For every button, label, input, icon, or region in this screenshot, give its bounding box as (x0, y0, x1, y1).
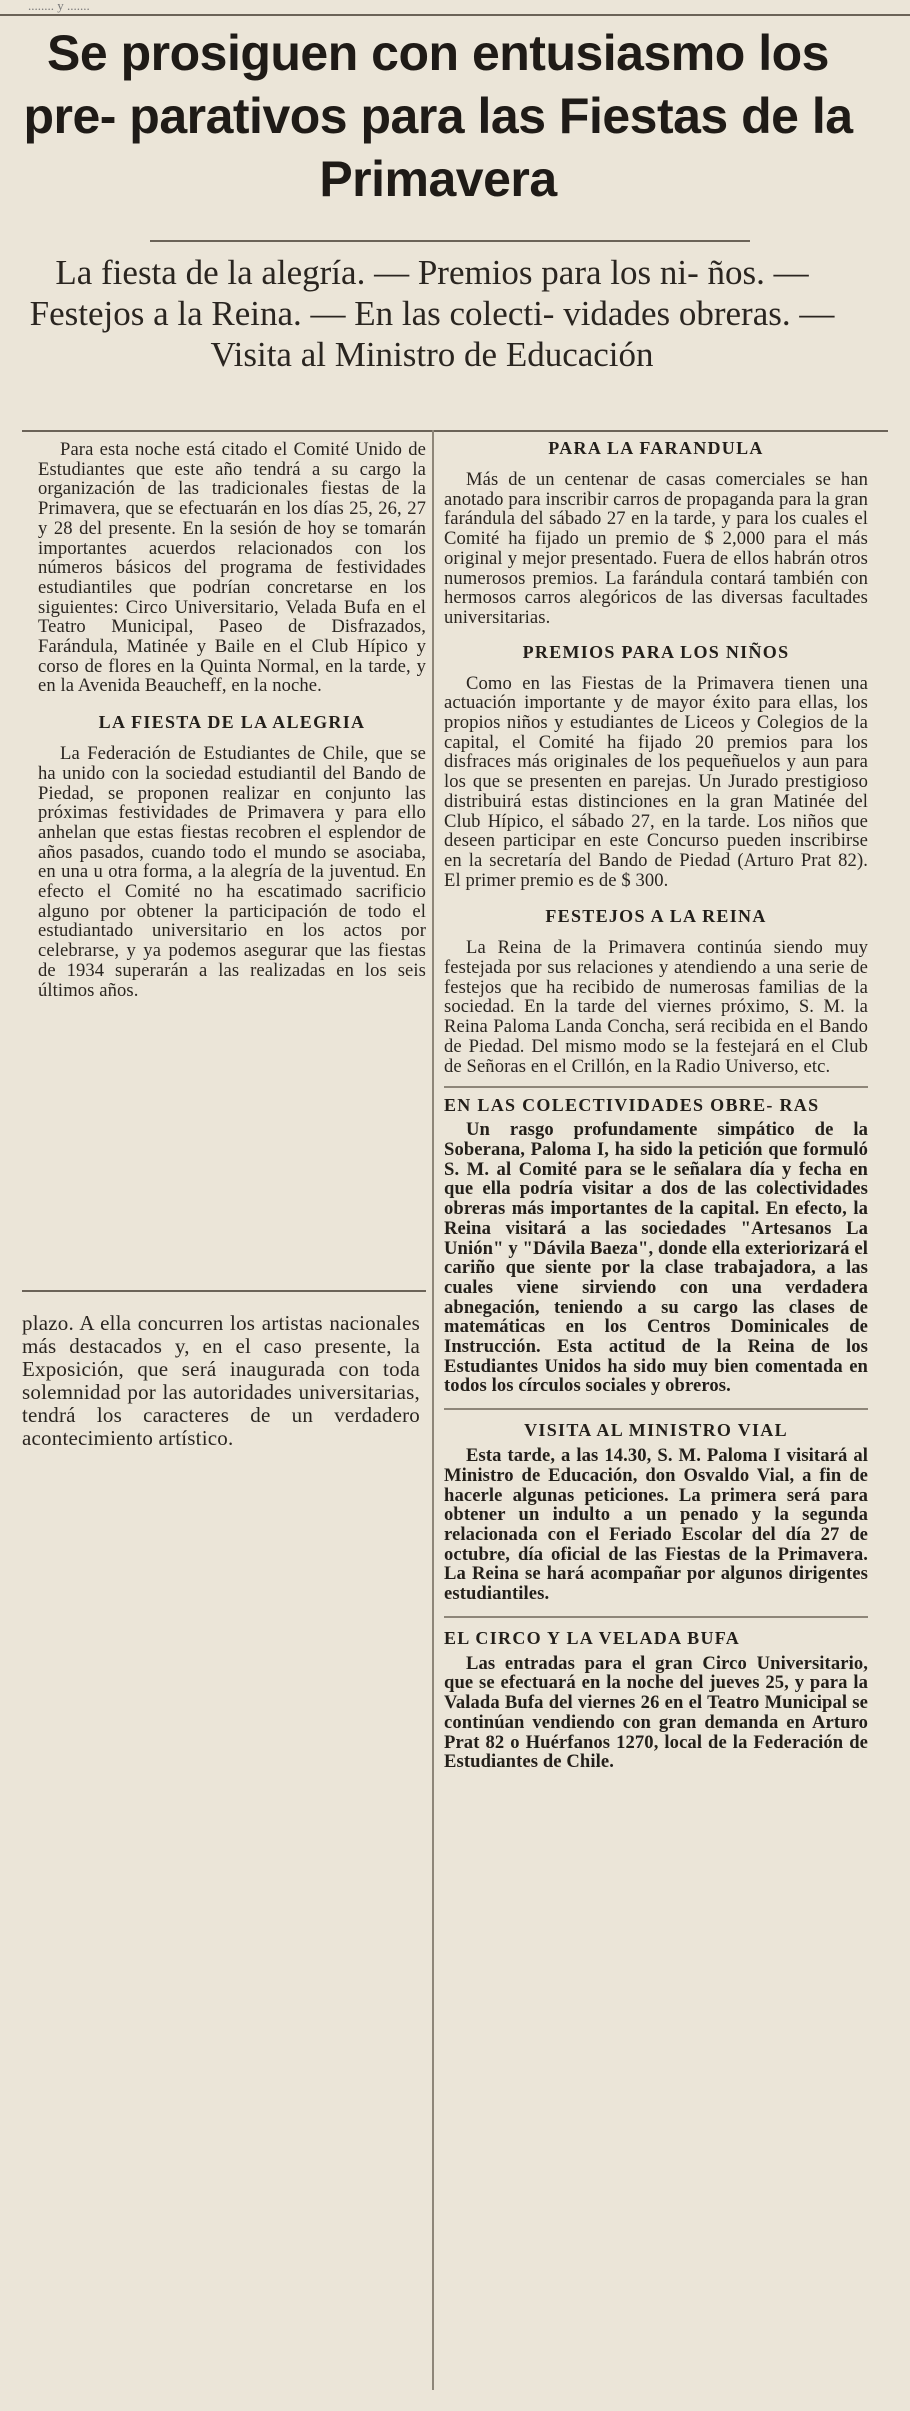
right-column (444, 436, 868, 1772)
section-title-ninos: PREMIOS PARA LOS NIÑOS (522, 641, 790, 662)
section-text-circo: Las entradas para el gran Circo Universitario, que se efectuará en la noche del jueves 25, y para la Valada Bufa del viernes 26 en el Teatro Municipal se continúan vendiendo con gran demanda en Arturo Prat 82 o Huérfanos 1270, local de la Federación de Estudiantes de Chile. (444, 1652, 868, 1773)
section-text-vial: Esta tarde, a las 14.30, S. M. Paloma I visitará al Ministro de Educación, don Osvaldo Vial, a fin de hacerle algunas peticiones. La primera será para obtener un indulto a un penado y la segunda relacionada con el Feriado Escolar del día 27 de octubre, día oficial de las Fiestas de la Primavera. La Reina se hará acompañar por algunos dirigentes estudiantiles. (444, 1445, 868, 1605)
section-title-circo: EL CIRCO Y LA VELADA BUFA (444, 1627, 741, 1648)
rule-right-1 (444, 1086, 868, 1088)
section-text-plazo: plazo. A ella concurren los artistas nacionales más destacados y, en el caso presente, la Exposición, que será inaugurada con toda solemnidad por las autoridades universitarias, tendrá los caracteres de un verdadero acontecimiento artístico. (22, 1311, 420, 1450)
subheadline: La fiesta de la alegría. — Premios para los ni- ños. — Festejos a la Reina. — En las colecti- vidades obreras. — Visita al Ministro de Educación (29, 253, 835, 374)
rule-left-lower (22, 1290, 426, 1292)
top-border (0, 0, 910, 16)
top-fragment: ........ y ....... (28, 0, 90, 13)
column-divider (432, 430, 434, 2390)
rule-right-3 (444, 1616, 868, 1618)
section-text-reina: La Reina de la Primavera continúa siendo muy festejada por sus relaciones y atendiendo a una serie de festejos que ha recibido de numerosas familias de la sociedad. En la tarde del viernes próximo, S. M. la Reina Paloma Landa Concha, será recibida en el Bando de Piedad. Del mismo modo se la festejará en el Club de Señoras en el Crillón, en la Radio Universo, etc. (444, 937, 868, 1077)
section-text-alegria: La Federación de Estudiantes de Chile, que se ha unido con la sociedad estudiantil del Bando de Piedad, se proponen realizar en conjunto las próximas festividades de Primavera y para ello anhelan que estas fiestas recobren el esplendor de años pasados, cuando todo el mundo se asociaba, en una u otra forma, a la alegría de la juventud. En efecto el Comité no ha escatimado sacrificio alguno por obtener la participación de todo el estudiantado universitario en los actos por celebrarse, y ya podemos asegurar que las fiestas de 1934 superarán a las realizadas en los seis últimos años. (38, 743, 426, 1001)
section-text-ninos: Como en las Fiestas de la Primavera tienen una actuación importante y de mayor éxito para ellas, los propios niños y estudiantes de Liceos y Colegios de la capital, el Comité ha fijado 20 premios para los disfraces más originales de los pequeñuelos y aun para los que se presenten en parejas. Un Jurado prestigioso distribuirá estas distinciones en la gran Matinée del Club Hípico, el sábado 27, en la tarde. Los niños que deseen participar en este Concurso pueden inscribirse en la secretaría del Bando de Piedad (Arturo Prat 82). El primer premio es de $ 300. (444, 672, 868, 891)
section-title-farandula: PARA LA FARANDULA (548, 438, 764, 458)
rule-under-headline (150, 240, 750, 242)
left-continuation (22, 1312, 420, 1450)
left-column (38, 440, 426, 1000)
rule-right-2 (444, 1408, 868, 1410)
section-title-reina: FESTEJOS A LA REINA (545, 906, 767, 927)
section-title-colectividades: EN LAS COLECTIVIDADES OBRE- RAS (444, 1095, 820, 1116)
headline: Se prosiguen con entusiasmo los pre- parativos para las Fiestas de la Primavera (23, 25, 853, 207)
section-text-colectividades: Un rasgo profundamente simpático de la Soberana, Paloma I, ha sido la petición que formuló S. M. al Comité para se le señalara día y fecha en que ella podría visitar a dos de las colectividades obreras más importantes de la capital. En efecto, la Reina visitará a las sociedades "Artesanos La Unión" y "Dávila Baeza", donde ella exteriorizará el cariño que siente por la clase trabajadora, a las cuales viene sirviendo con una verdadera abnegación, teniendo a su cargo las clases de matemáticas en los Centros Dominicales de Instrucción. Esta actitud de la Reina de los Estudiantes Unidos ha sido muy bien comentada en todos los círculos sociales y obreros. (444, 1119, 868, 1397)
rule-under-subhead (22, 430, 888, 432)
section-title-alegria: LA FIESTA DE LA ALEGRIA (98, 712, 366, 733)
section-title-vial: VISITA AL MINISTRO VIAL (524, 1420, 788, 1441)
section-text-farandula: Más de un centenar de casas comerciales se han anotado para inscribir carros de propaganda para la gran farándula del sábado 27 en la tarde, y para los cuales el Comité ha fijado un premio de $ 2,000 para el más original y mejor presentado. Fuera de ellos habrán otros numerosos premios. La farándula contará también con hermosos carros alegóricos de las diversas facultades universitarias. (444, 469, 868, 628)
intro-paragraph: Para esta noche está citado el Comité Unido de Estudiantes que este año tendrá a su cargo la organización de las tradicionales fiestas de la Primavera, que se efectuarán en los días 25, 26, 27 y 28 del presente. En la sesión de hoy se tomarán importantes acuerdos relacionados con los números básicos del programa de festividades estudiantiles que podrían concretarse en los siguientes: Circo Universitario, Velada Bufa en el Teatro Municipal, Paseo de Disfrazados, Farándula, Matinée y Baile en el Club Hípico y corso de flores en la Quinta Normal, en la tarde, y en la Avenida Beaucheff, en la noche. (38, 439, 426, 697)
